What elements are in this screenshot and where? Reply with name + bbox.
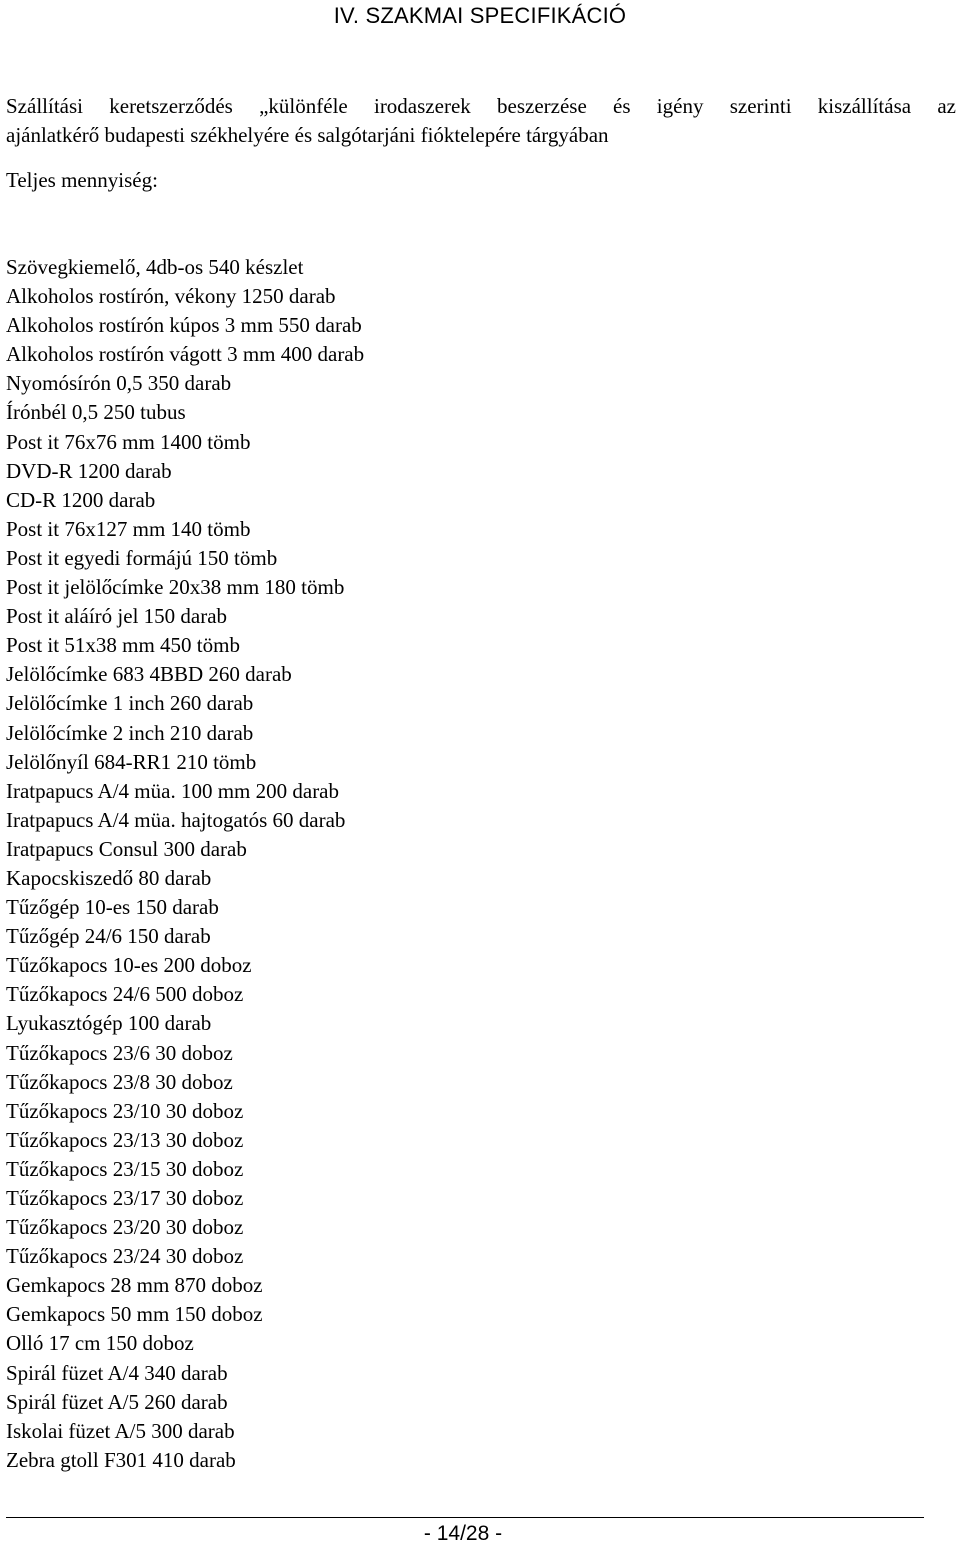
- list-item: Jelölőcímke 683 4BBD 260 darab: [6, 662, 292, 687]
- footer-divider: [6, 1517, 924, 1518]
- intro-line: ajánlatkérő budapesti székhelyére és salgótarjáni fióktelepére tárgyában: [6, 123, 609, 147]
- list-item: Alkoholos rostírón kúpos 3 mm 550 darab: [6, 313, 362, 338]
- list-item: DVD-R 1200 darab: [6, 458, 172, 483]
- list-item: Tűzőkapocs 23/8 30 doboz: [6, 1069, 233, 1094]
- page-number: - 14/28 -: [423, 1522, 503, 1545]
- list-item: Post it 76x127 mm 140 tömb: [6, 516, 251, 541]
- list-item: Spirál füzet A/4 340 darab: [6, 1360, 228, 1385]
- list-item: Iratpapucs A/4 müa. 100 mm 200 darab: [6, 778, 340, 803]
- list-item: Tűzőkapocs 10-es 200 doboz: [6, 953, 252, 978]
- list-item: Spirál füzet A/5 260 darab: [6, 1389, 228, 1414]
- list-item: CD-R 1200 darab: [6, 487, 156, 512]
- list-item: Alkoholos rostírón vágott 3 mm 400 darab: [6, 342, 365, 367]
- list-item: Nyomósírón 0,5 350 darab: [6, 371, 232, 396]
- list-item: Tűzőkapocs 23/15 30 doboz: [6, 1156, 244, 1181]
- list-item: Alkoholos rostírón, vékony 1250 darab: [6, 284, 336, 309]
- list-item: Iratpapucs A/4 müa. hajtogatós 60 darab: [6, 807, 346, 832]
- list-item: Tűzőkapocs 23/20 30 doboz: [6, 1215, 244, 1240]
- list-item: Lyukasztógép 100 darab: [6, 1011, 212, 1036]
- intro-line: Szállítási keretszerződés „különféle irodaszerek beszerzése és igény szerinti kiszállítása az: [6, 94, 956, 118]
- list-item: Kapocskiszedő 80 darab: [6, 865, 212, 890]
- list-item: Tűzőkapocs 23/13 30 doboz: [6, 1127, 244, 1152]
- list-item: Tűzőkapocs 24/6 500 doboz: [6, 982, 244, 1007]
- list-item: Jelölőcímke 1 inch 260 darab: [6, 691, 254, 716]
- list-item: Iskolai füzet A/5 300 darab: [6, 1418, 235, 1443]
- list-item: Jelölőcímke 2 inch 210 darab: [6, 720, 254, 745]
- section-heading: IV. SZAKMAI SPECIFIKÁCIÓ: [333, 3, 627, 28]
- item-list: [6, 253, 364, 1475]
- list-item: Post it egyedi formájú 150 tömb: [6, 545, 278, 570]
- list-item: Post it 51x38 mm 450 tömb: [6, 633, 240, 658]
- list-item: Tűzőgép 10-es 150 darab: [6, 895, 219, 920]
- list-item: Tűzőgép 24/6 150 darab: [6, 924, 211, 949]
- list-item: Tűzőkapocs 23/6 30 doboz: [6, 1040, 233, 1065]
- list-item: Szövegkiemelő, 4db-os 540 készlet: [6, 255, 304, 279]
- list-item: Post it jelölőcímke 20x38 mm 180 tömb: [6, 575, 345, 600]
- total-quantity-label: Teljes mennyiség:: [6, 168, 158, 192]
- list-item: Zebra gtoll F301 410 darab: [6, 1447, 236, 1472]
- list-item: Post it aláíró jel 150 darab: [6, 604, 228, 629]
- list-item: Írónbél 0,5 250 tubus: [6, 400, 186, 425]
- list-item: Iratpapucs Consul 300 darab: [6, 836, 247, 861]
- list-item: Tűzőkapocs 23/10 30 doboz: [6, 1098, 244, 1123]
- list-item: Gemkapocs 28 mm 870 doboz: [6, 1273, 263, 1298]
- list-item: Jelölőnyíl 684-RR1 210 tömb: [6, 749, 257, 774]
- intro-paragraph: [6, 92, 956, 150]
- list-item: Post it 76x76 mm 1400 tömb: [6, 429, 251, 454]
- list-item: Tűzőkapocs 23/17 30 doboz: [6, 1186, 244, 1210]
- list-item: Tűzőkapocs 23/24 30 doboz: [6, 1244, 244, 1269]
- list-item: Gemkapocs 50 mm 150 doboz: [6, 1302, 263, 1327]
- list-item: Olló 17 cm 150 doboz: [6, 1331, 194, 1356]
